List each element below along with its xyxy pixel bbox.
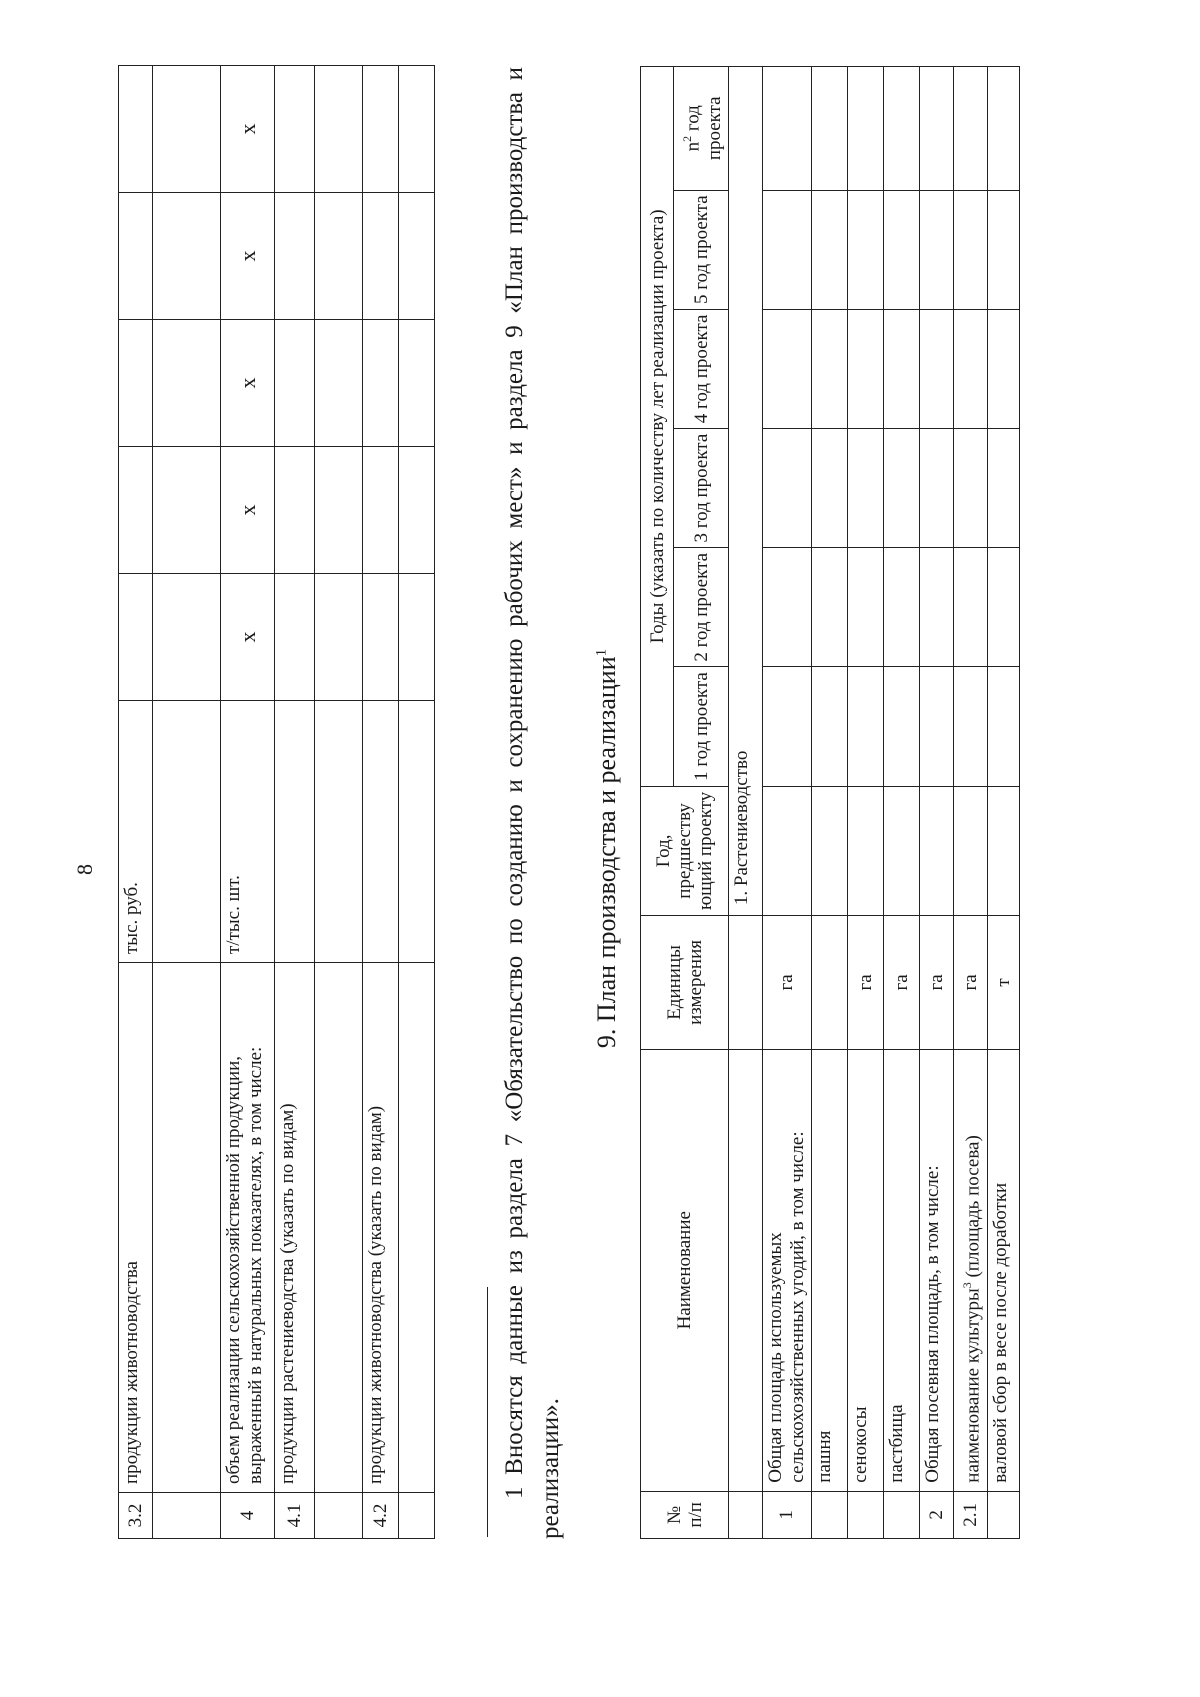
table-row: [315, 66, 363, 1539]
row-number: 1: [763, 1491, 812, 1538]
row-name: продукции растениеводства (указать по видам): [275, 963, 315, 1493]
cell-mark: [275, 66, 315, 193]
cell-value: [954, 309, 988, 428]
cell-value: [884, 309, 920, 428]
row-unit: га: [763, 916, 812, 1050]
cell-value: [884, 667, 920, 786]
cell-value: [812, 786, 848, 916]
row-name: продукции животноводства (указать по видам): [363, 963, 399, 1493]
header-name: Наименование: [641, 1049, 729, 1491]
cell-mark: [315, 447, 363, 574]
table-row: [988, 67, 1020, 1539]
cell-mark: x: [221, 447, 275, 574]
cell-value: [988, 428, 1020, 547]
section-title: 9. План производства и реализации$^1$: [592, 648, 621, 1049]
footnote: 1 Вносятся данные из раздела 7 «Обязательство по созданию и сохранению рабочих мест» и раздела 9 «План производства и реализации».: [501, 67, 564, 1539]
row-unit: [275, 701, 315, 963]
row-number: [848, 1491, 884, 1538]
table-row: [848, 67, 884, 1539]
cell-value: [988, 67, 1020, 191]
cell-value: [848, 309, 884, 428]
row-unit: га: [884, 916, 920, 1050]
table-production-plan: [640, 66, 1020, 1539]
cell-mark: [275, 447, 315, 574]
cell-mark: x: [221, 66, 275, 193]
cell-mark: [153, 574, 221, 701]
cell-value: [954, 786, 988, 916]
row-name: пастбища: [884, 1049, 920, 1491]
table-row: [812, 67, 848, 1539]
cell-value: [763, 67, 812, 191]
cell-value: [812, 67, 848, 191]
row-unit: га: [848, 916, 884, 1050]
cell-value: [954, 428, 988, 547]
cell-value: [884, 428, 920, 547]
row-name: продукции животноводства: [119, 963, 153, 1493]
cell-value: [884, 786, 920, 916]
header-year-2: 2 год проекта: [674, 548, 729, 667]
cell-value: [920, 190, 954, 309]
header-year-3: 3 год проекта: [674, 428, 729, 547]
cell-value: [763, 309, 812, 428]
cell-mark: [363, 320, 399, 447]
row-unit: га: [920, 916, 954, 1050]
cell-value: [920, 67, 954, 191]
cell-mark: [363, 66, 399, 193]
cell-mark: [153, 66, 221, 193]
row-unit: [153, 701, 221, 963]
row-unit: т: [988, 916, 1020, 1050]
cell-mark: [119, 320, 153, 447]
cell-mark: [153, 447, 221, 574]
row-name: объем реализации сельскохозяйственной продукции, выраженный в натуральных показателях, в том числе:: [221, 963, 275, 1493]
cell-mark: [119, 193, 153, 320]
cell-value: [884, 67, 920, 191]
row-name: [315, 963, 363, 1493]
row-unit: тыс. руб.: [119, 701, 153, 963]
cell-value: [884, 548, 920, 667]
cell-mark: [399, 193, 435, 320]
table-row: [763, 67, 812, 1539]
header-num: № п/п: [641, 1491, 729, 1538]
row-number: [812, 1491, 848, 1538]
cell-value: [848, 786, 884, 916]
cell-value: [812, 428, 848, 547]
row-unit: га: [954, 916, 988, 1050]
row-name: Общая площадь используемых сельскохозяйственных угодий, в том числе:: [763, 1049, 812, 1491]
cell-value: [920, 786, 954, 916]
row-number: [988, 1491, 1020, 1538]
cell-mark: [315, 320, 363, 447]
cell-mark: [315, 574, 363, 701]
header-year-n: $n^2$ год проекта: [674, 67, 729, 191]
row-name: сенокосы: [848, 1049, 884, 1491]
cell-mark: [275, 320, 315, 447]
cell-value: [954, 67, 988, 191]
row-name: Общая посевная площадь, в том числе:: [920, 1049, 954, 1491]
table-row: [221, 66, 275, 1539]
table-row: [884, 67, 920, 1539]
table-row: [920, 67, 954, 1539]
cell-value: [812, 190, 848, 309]
table-indicators: [118, 65, 435, 1539]
row-number: 4: [221, 1493, 275, 1539]
section-label: 1. Растениеводство: [729, 67, 763, 916]
cell-mark: [399, 66, 435, 193]
cell-value: [954, 190, 988, 309]
cell-mark: [363, 447, 399, 574]
header-unit: Единицы измерения: [641, 916, 729, 1050]
cell-value: [848, 67, 884, 191]
cell-value: [920, 309, 954, 428]
cell-mark: [399, 320, 435, 447]
row-unit: [812, 916, 848, 1050]
cell-value: [812, 667, 848, 786]
table-row: [363, 66, 399, 1539]
row-name: валовой сбор в весе после доработки: [988, 1049, 1020, 1491]
row-name: [153, 963, 221, 1493]
cell-mark: [275, 193, 315, 320]
cell-mark: x: [221, 574, 275, 701]
footnote-rule: [487, 1287, 488, 1537]
row-name: пашня: [812, 1049, 848, 1491]
cell-mark: [399, 447, 435, 574]
cell-value: [763, 667, 812, 786]
cell-value: [954, 667, 988, 786]
cell-value: [848, 548, 884, 667]
cell-value: [812, 548, 848, 667]
row-number: 4.1: [275, 1493, 315, 1539]
header-year-4: 4 год проекта: [674, 309, 729, 428]
cell-value: [763, 786, 812, 916]
row-number: 2.1: [954, 1491, 988, 1538]
cell-value: [848, 428, 884, 547]
cell-value: [920, 428, 954, 547]
header-years-group: Годы (указать по количеству лет реализации проекта): [641, 67, 674, 787]
row-number: [884, 1491, 920, 1538]
cell-value: [920, 667, 954, 786]
table-row: [275, 66, 315, 1539]
row-number: 3.2: [119, 1493, 153, 1539]
cell-value: [763, 548, 812, 667]
table-row: [954, 67, 988, 1539]
cell-mark: [275, 574, 315, 701]
cell-value: [988, 786, 1020, 916]
row-name: [399, 963, 435, 1493]
cell-mark: [119, 447, 153, 574]
cell-value: [988, 667, 1020, 786]
cell-value: [884, 190, 920, 309]
cell-mark: x: [221, 193, 275, 320]
cell-mark: [315, 193, 363, 320]
cell-mark: [153, 320, 221, 447]
cell-mark: [363, 574, 399, 701]
cell-value: [763, 190, 812, 309]
cell-mark: [153, 193, 221, 320]
page-number: 8: [72, 864, 97, 875]
cell-mark: [119, 66, 153, 193]
cell-mark: [363, 193, 399, 320]
cell-value: [848, 667, 884, 786]
cell-value: [988, 190, 1020, 309]
row-unit: [363, 701, 399, 963]
header-prev-year: Год, предшеству ющий проекту: [641, 786, 729, 916]
row-name: наименование культуры$^3$ (площадь посева): [954, 1049, 988, 1491]
row-number: 2: [920, 1491, 954, 1538]
table-row: [153, 66, 221, 1539]
table-row: [119, 66, 153, 1539]
cell-value: [812, 309, 848, 428]
row-number: [153, 1493, 221, 1539]
header-year-5: 5 год проекта: [674, 190, 729, 309]
table-row: [399, 66, 435, 1539]
cell-mark: x: [221, 320, 275, 447]
cell-value: [954, 548, 988, 667]
row-unit: [315, 701, 363, 963]
cell-value: [988, 309, 1020, 428]
row-number: 4.2: [363, 1493, 399, 1539]
header-year-1: 1 год проекта: [674, 667, 729, 786]
cell-mark: [399, 574, 435, 701]
cell-value: [988, 548, 1020, 667]
row-unit: [399, 701, 435, 963]
row-number: [399, 1493, 435, 1539]
row-number: [315, 1493, 363, 1539]
cell-value: [920, 548, 954, 667]
row-unit: т/тыс. шт.: [221, 701, 275, 963]
cell-value: [848, 190, 884, 309]
cell-value: [763, 428, 812, 547]
cell-mark: [119, 574, 153, 701]
cell-mark: [315, 66, 363, 193]
